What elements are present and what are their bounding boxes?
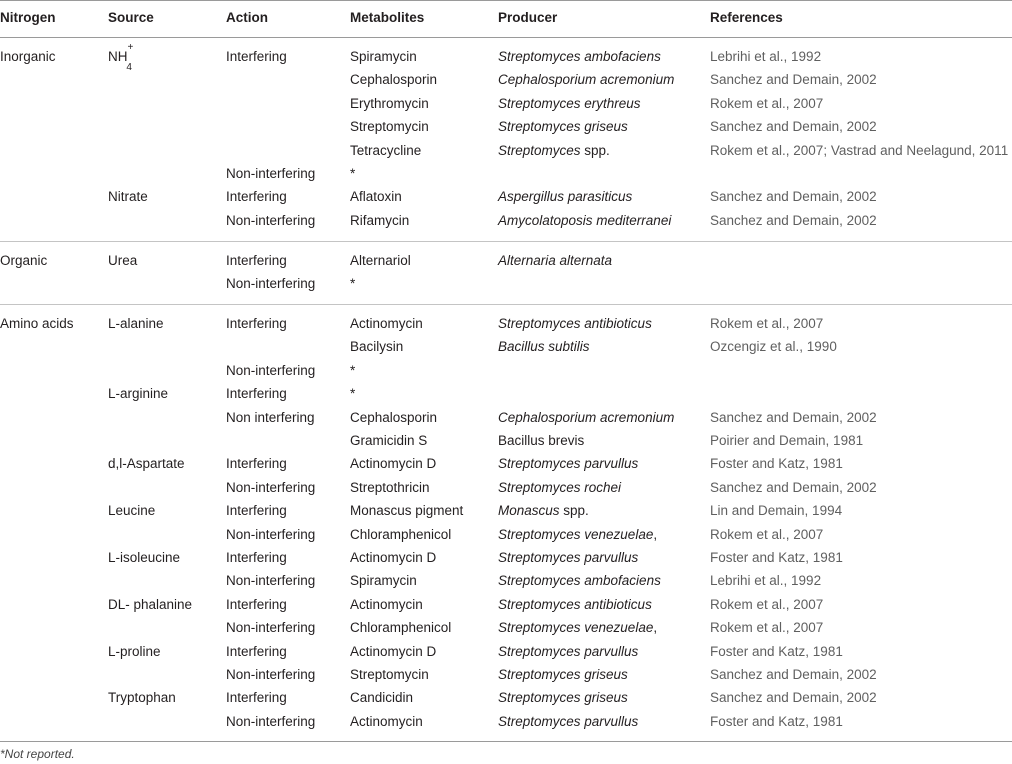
cell-producer: Streptomyces erythreus	[498, 95, 641, 111]
cell-metabolite: Alternariol	[350, 253, 411, 268]
cell-producer: Streptomyces griseus	[498, 690, 628, 706]
cell-metabolite: *	[350, 386, 356, 402]
cell-reference: Ozcengiz et al., 1990	[710, 339, 837, 355]
cell-producer: Streptomyces antibioticus	[498, 596, 652, 612]
cell-producer: Streptomyces parvullus	[498, 456, 639, 472]
cell-source: L-alanine	[108, 316, 164, 331]
ammonium-subscript: 4	[126, 61, 132, 73]
cell-reference: Lin and Demain, 1994	[710, 503, 843, 519]
cell-reference: Foster and Katz, 1981	[710, 456, 843, 472]
producer-part: Streptomyces venezuelae	[498, 526, 654, 542]
header-source: Source	[108, 10, 154, 25]
cell-producer: Streptomyces parvullus	[498, 550, 639, 565]
table-bottom-rule	[0, 741, 1012, 742]
cell-source: Leucine	[108, 503, 156, 519]
cell-reference: Foster and Katz, 1981	[710, 643, 843, 659]
cell-producer: Cephalosporium acremonium	[498, 72, 675, 88]
cell-action: Non interfering	[226, 409, 315, 425]
cell-metabolite: *	[350, 362, 356, 378]
header-action: Action	[226, 10, 268, 25]
ammonium-base: NH	[108, 49, 128, 64]
cell-metabolite: Actinomycin D	[350, 456, 437, 472]
cell-action: Non-interfering	[226, 620, 316, 636]
header-nitrogen: Nitrogen	[0, 10, 56, 25]
cell-reference: Foster and Katz, 1981	[710, 550, 843, 565]
cell-producer: Streptomyces antibioticus	[498, 316, 652, 331]
cell-action: Interfering	[226, 189, 287, 205]
cell-producer: Amycolatoposis mediterranei	[498, 212, 672, 228]
cell-producer	[498, 620, 657, 636]
group-rule-amino-acids	[0, 304, 1012, 305]
header-bottom-rule	[0, 37, 1012, 38]
cell-metabolite: Cephalosporin	[350, 409, 438, 425]
cell-reference: Foster and Katz, 1981	[710, 713, 843, 729]
cell-action: Non-interfering	[226, 166, 316, 181]
cell-metabolite: Actinomycin	[350, 596, 423, 612]
cell-action: Non-interfering	[226, 526, 316, 542]
cell-producer: Streptomyces ambofaciens	[498, 573, 661, 589]
cell-reference: Sanchez and Demain, 2002	[710, 119, 877, 135]
cell-producer	[498, 503, 589, 519]
cell-action: Interfering	[226, 316, 287, 331]
cell-metabolite: Spiramycin	[350, 49, 417, 64]
cell-action: Interfering	[226, 386, 287, 402]
cell-producer: Streptomyces griseus	[498, 667, 628, 682]
header-metabolites: Metabolites	[350, 10, 425, 25]
cell-metabolite: Gramicidin S	[350, 433, 428, 448]
cell-action: Interfering	[226, 503, 287, 519]
cell-reference: Sanchez and Demain, 2002	[710, 189, 877, 205]
cell-metabolite: Erythromycin	[350, 95, 429, 111]
cell-action: Interfering	[226, 596, 287, 612]
cell-producer: Streptomyces parvullus	[498, 643, 639, 659]
cell-source: L-isoleucine	[108, 550, 181, 565]
cell-producer	[498, 143, 610, 159]
cell-metabolite: Bacilysin	[350, 339, 404, 355]
cell-metabolite: Actinomycin D	[350, 550, 437, 565]
cell-reference: Rokem et al., 2007	[710, 316, 824, 331]
cell-source: d,l-Aspartate	[108, 456, 185, 472]
cell-action: Non-interfering	[226, 667, 316, 682]
cell-metabolite: *	[350, 166, 356, 181]
cell-nitrogen: Inorganic	[0, 49, 56, 64]
cell-source: Nitrate	[108, 189, 148, 205]
cell-action: Interfering	[226, 550, 287, 565]
producer-part: Monascus	[498, 503, 560, 519]
cell-nitrogen: Amino acids	[0, 316, 74, 331]
cell-reference: Sanchez and Demain, 2002	[710, 667, 877, 682]
cell-action: Non-interfering	[226, 276, 316, 292]
cell-reference: Rokem et al., 2007	[710, 596, 824, 612]
cell-action: Non-interfering	[226, 362, 316, 378]
source-ammonium	[108, 41, 139, 73]
cell-action: Non-interfering	[226, 713, 316, 729]
cell-source: Urea	[108, 253, 138, 268]
cell-metabolite: Candicidin	[350, 690, 414, 706]
cell-reference: Lebrihi et al., 1992	[710, 573, 822, 589]
header-producer: Producer	[498, 10, 558, 25]
cell-reference: Lebrihi et al., 1992	[710, 49, 822, 64]
cell-metabolite: Streptomycin	[350, 119, 429, 135]
cell-producer: Streptomyces griseus	[498, 119, 628, 135]
cell-metabolite: Chloramphenicol	[350, 526, 452, 542]
cell-producer: Cephalosporium acremonium	[498, 409, 675, 425]
cell-source: L-proline	[108, 643, 161, 659]
group-rule-organic	[0, 241, 1012, 242]
cell-producer: Aspergillus parasiticus	[498, 189, 633, 205]
cell-action: Interfering	[226, 456, 287, 472]
cell-reference: Poirier and Demain, 1981	[710, 433, 864, 448]
cell-reference: Sanchez and Demain, 2002	[710, 479, 877, 495]
cell-metabolite: Streptomycin	[350, 667, 429, 682]
cell-source: Tryptophan	[108, 690, 176, 706]
cell-nitrogen: Organic	[0, 253, 48, 268]
cell-producer: Streptomyces parvullus	[498, 713, 639, 729]
producer-part: Streptomyces venezuelae	[498, 620, 654, 636]
cell-producer	[498, 527, 657, 543]
cell-metabolite: Aflatoxin	[350, 189, 402, 205]
cell-metabolite: Rifamycin	[350, 212, 410, 228]
cell-source: DL- phalanine	[108, 596, 193, 612]
cell-reference: Sanchez and Demain, 2002	[710, 690, 877, 706]
cell-metabolite: *	[350, 276, 356, 292]
cell-metabolite: Chloramphenicol	[350, 620, 452, 636]
cell-action: Non-interfering	[226, 212, 316, 228]
cell-metabolite: Tetracycline	[350, 142, 422, 158]
cell-reference: Sanchez and Demain, 2002	[710, 409, 877, 425]
producer-part: spp.	[580, 142, 610, 158]
cell-action: Non-interfering	[226, 479, 316, 495]
cell-metabolite: Monascus pigment	[350, 503, 464, 519]
cell-action: Interfering	[226, 643, 287, 659]
producer-part: Streptomyces	[498, 142, 581, 158]
cell-action: Interfering	[226, 690, 287, 706]
cell-source: L-arginine	[108, 386, 169, 402]
cell-producer: Bacillus subtilis	[498, 339, 590, 355]
cell-producer: Streptomyces rochei	[498, 479, 622, 495]
cell-metabolite: Spiramycin	[350, 573, 417, 589]
cell-producer: Bacillus brevis	[498, 433, 585, 448]
cell-producer: Streptomyces ambofaciens	[498, 49, 661, 64]
cell-reference: Rokem et al., 2007	[710, 95, 824, 111]
cell-action: Interfering	[226, 49, 287, 64]
producer-part: spp.	[559, 503, 589, 519]
cell-producer: Alternaria alternata	[498, 253, 613, 268]
cell-reference: Sanchez and Demain, 2002	[710, 72, 877, 88]
table-footnote: *Not reported.	[0, 747, 75, 761]
cell-metabolite: Actinomycin	[350, 316, 423, 331]
cell-metabolite: Actinomycin D	[350, 643, 437, 659]
header-references: References	[710, 10, 783, 25]
producer-part: ,	[653, 526, 658, 542]
cell-reference: Rokem et al., 2007	[710, 526, 824, 542]
cell-action: Interfering	[226, 253, 287, 268]
ammonium-charge: +	[127, 41, 134, 53]
cell-metabolite: Cephalosporin	[350, 72, 438, 88]
cell-action: Non-interfering	[226, 573, 316, 589]
cell-reference: Rokem et al., 2007; Vastrad and Neelagund, 2011	[710, 142, 1009, 158]
cell-metabolite: Actinomycin	[350, 713, 423, 729]
cell-reference: Sanchez and Demain, 2002	[710, 212, 877, 228]
producer-part: ,	[653, 620, 658, 636]
cell-metabolite: Streptothricin	[350, 479, 430, 495]
cell-reference: Rokem et al., 2007	[710, 620, 824, 636]
table-top-rule	[0, 0, 1012, 1]
